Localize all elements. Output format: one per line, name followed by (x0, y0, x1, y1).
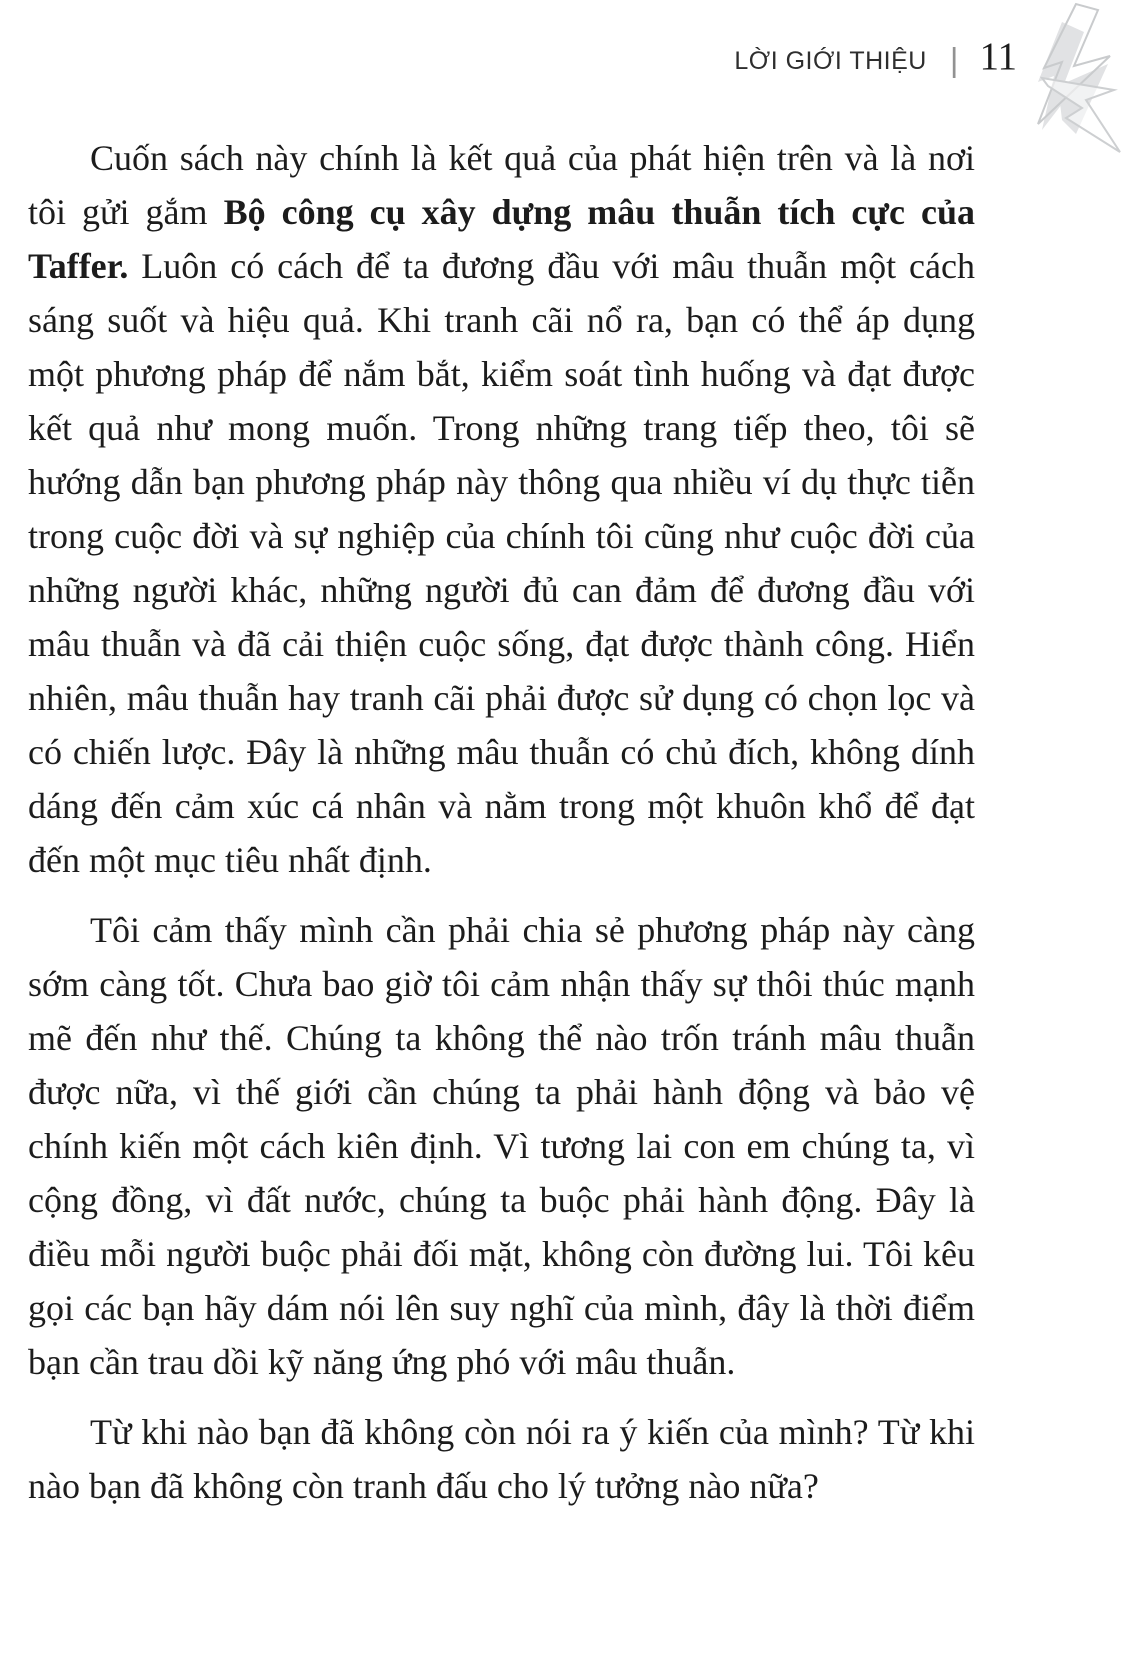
paragraph-1-bold-phrase: Bộ công cụ xây dựng mâu thuẫn tích cực của Taffer. (28, 192, 975, 286)
paragraph-1-text-after-bold: Luôn có cách để ta đương đầu với mâu thuẫn một cách sáng suốt và hiệu quả. Khi tranh cãi nổ ra, bạn có thể áp dụng một phương pháp để nắm bắt, kiểm soát tình huống và đạt được kết quả như mong muốn. Trong những trang tiếp theo, tôi sẽ hướng dẫn bạn phương pháp này thông qua nhiều ví dụ thực tiễn trong cuộc đời và sự nghiệp của chính tôi cũng như cuộc đời của những người khác, những người đủ can đảm để đương đầu với mâu thuẫn và đã cải thiện cuộc sống, đạt được thành công. Hiển nhiên, mâu thuẫn hay tranh cãi phải được sử dụng có chọn lọc và có chiến lược. Đây là những mâu thuẫn có chủ đích, không dính dáng đến cảm xúc cá nhân và nằm trong một khuôn khổ để đạt đến một mục tiêu nhất định. (28, 246, 975, 880)
paragraph-1 (28, 131, 975, 887)
running-header (734, 34, 1017, 79)
page-number: 11 (979, 35, 1017, 78)
lightning-bolt-icon (1018, 0, 1126, 165)
page-body (28, 131, 975, 1529)
header-separator: | (949, 41, 959, 78)
section-title: LỜI GIỚI THIỆU (734, 47, 927, 75)
paragraph-3: Từ khi nào bạn đã không còn nói ra ý kiến của mình? Từ khi nào bạn đã không còn tranh đấu cho lý tưởng nào nữa? (28, 1412, 975, 1506)
corner-decoration (1018, 0, 1126, 165)
paragraph-2: Tôi cảm thấy mình cần phải chia sẻ phương pháp này càng sớm càng tốt. Chưa bao giờ tôi cảm nhận thấy sự thôi thúc mạnh mẽ đến như thế. Chúng ta không thể nào trốn tránh mâu thuẫn được nữa, vì thế giới cần chúng ta phải hành động và bảo vệ chính kiến một cách kiên định. Vì tương lai con em chúng ta, vì cộng đồng, vì đất nước, chúng ta buộc phải hành động. Đây là điều mỗi người buộc phải đối mặt, không còn đường lui. Tôi kêu gọi các bạn hãy dám nói lên suy nghĩ của mình, đây là thời điểm bạn cần trau dồi kỹ năng ứng phó với mâu thuẫn. (28, 910, 975, 1382)
paragraph-1-text-before-bold: Cuốn sách này chính là kết quả của phát hiện trên và là nơi tôi gửi gắm (28, 138, 975, 232)
